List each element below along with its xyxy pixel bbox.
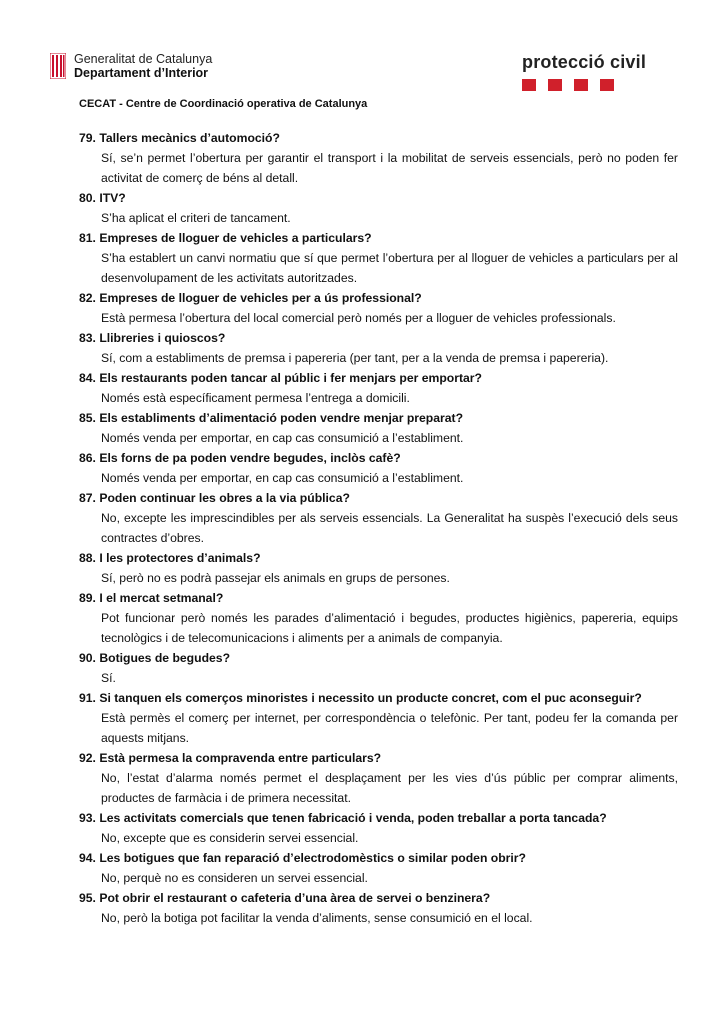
faq-answer: Només venda per emportar, en cap cas consumició a l’establiment. bbox=[101, 431, 464, 445]
generalitat-name: Generalitat de Catalunya bbox=[74, 52, 213, 66]
faq-question: 88. I les protectores d’animals? bbox=[79, 551, 261, 565]
proteccio-civil-squares bbox=[522, 79, 672, 91]
faq-question: 90. Botigues de begudes? bbox=[79, 651, 231, 665]
faq-answer: Sí, però no es podrà passejar els animals en grups de persones. bbox=[101, 571, 450, 585]
faq-answer: Està permesa l’obertura del local comercial però només per a lloguer de vehicles professionals. bbox=[101, 311, 616, 325]
faq-item bbox=[0, 448, 722, 488]
faq-answer: Està permès el comerç per internet, per correspondència o telefònic. Per tant, podeu fer la comanda per aquests mitjans. bbox=[101, 711, 678, 745]
faq-question: 91. Si tanquen els comerços minoristes i necessito un producte concret, com el puc aconseguir? bbox=[79, 691, 642, 705]
department-name: Departament d’Interior bbox=[74, 66, 209, 80]
faq-question: 93. Les activitats comercials que tenen fabricació i venda, poden treballar a porta tancada? bbox=[79, 811, 607, 825]
faq-answer: Només està específicament permesa l’entrega a domicili. bbox=[101, 391, 410, 405]
faq-question: 79. Tallers mecànics d’automoció? bbox=[79, 131, 280, 145]
red-square-icon bbox=[548, 79, 562, 91]
faq-answer: No, l’estat d’alarma només permet el desplaçament per les vies d’ús públic per comprar aliments, productes de farmàcia i de primera necessitat. bbox=[101, 771, 678, 805]
red-square-icon bbox=[574, 79, 588, 91]
catalan-flag-emblem-icon bbox=[50, 53, 66, 79]
faq-item bbox=[0, 188, 722, 228]
faq-question: 92. Està permesa la compravenda entre particulars? bbox=[79, 751, 382, 765]
generalitat-text bbox=[74, 52, 212, 80]
faq-item bbox=[0, 588, 722, 648]
faq-question: 84. Els restaurants poden tancar al públic i fer menjars per emportar? bbox=[79, 371, 482, 385]
faq-answer: No, excepte les imprescindibles per als serveis essencials. La Generalitat ha suspès l’execució dels seus contractes d’obres. bbox=[101, 511, 678, 545]
faq-question: 86. Els forns de pa poden vendre begudes, inclòs cafè? bbox=[79, 451, 401, 465]
faq-question: 95. Pot obrir el restaurant o cafeteria d’una àrea de servei o benzinera? bbox=[79, 891, 491, 905]
faq-item bbox=[0, 328, 722, 368]
faq-answer: No, excepte que es considerin servei essencial. bbox=[101, 831, 359, 845]
faq-answer: S’ha aplicat el criteri de tancament. bbox=[101, 211, 291, 225]
faq-list bbox=[0, 128, 722, 928]
faq-answer: Només venda per emportar, en cap cas consumició a l’establiment. bbox=[101, 471, 464, 485]
proteccio-civil-logo bbox=[522, 52, 672, 91]
faq-question: 87. Poden continuar les obres a la via pública? bbox=[79, 491, 350, 505]
faq-answer: Sí, com a establiments de premsa i papereria (per tant, per a la venda de premsa i papereria). bbox=[101, 351, 609, 365]
faq-question: 83. Llibreries i quioscos? bbox=[79, 331, 226, 345]
red-square-icon bbox=[522, 79, 536, 91]
faq-item bbox=[0, 288, 722, 328]
faq-item bbox=[0, 808, 722, 848]
faq-answer: No, perquè no es consideren un servei essencial. bbox=[101, 871, 368, 885]
faq-question: 80. ITV? bbox=[79, 191, 126, 205]
faq-question: 82. Empreses de lloguer de vehicles per a ús professional? bbox=[79, 291, 422, 305]
faq-item bbox=[0, 368, 722, 408]
faq-item bbox=[0, 648, 722, 688]
faq-item bbox=[0, 848, 722, 888]
proteccio-civil-title: protecció civil bbox=[522, 52, 647, 72]
faq-answer: S’ha establert un canvi normatiu que sí que permet l’obertura per al lloguer de vehicles a particulars per al desenvolupament de les activitats autoritzades. bbox=[101, 251, 678, 285]
faq-answer: Pot funcionar però només les parades d’alimentació i begudes, productes higiènics, papereria, equips tecnològics i de telecomunicacions i aliments per a animals de companyia. bbox=[101, 611, 678, 645]
faq-item bbox=[0, 128, 722, 188]
faq-answer: Sí. bbox=[101, 671, 116, 685]
faq-question: 89. I el mercat setmanal? bbox=[79, 591, 224, 605]
faq-answer: No, però la botiga pot facilitar la venda d’aliments, sense consumició en el local. bbox=[101, 911, 533, 925]
faq-question: 85. Els establiments d’alimentació poden vendre menjar preparat? bbox=[79, 411, 464, 425]
faq-question: 81. Empreses de lloguer de vehicles a particulars? bbox=[79, 231, 372, 245]
faq-item bbox=[0, 228, 722, 288]
faq-item bbox=[0, 488, 722, 548]
red-square-icon bbox=[600, 79, 614, 91]
faq-item bbox=[0, 408, 722, 448]
faq-item bbox=[0, 888, 722, 928]
generalitat-logo bbox=[50, 52, 212, 80]
page-header bbox=[0, 0, 722, 120]
faq-item bbox=[0, 548, 722, 588]
organization-line: CECAT - Centre de Coordinació operativa de Catalunya bbox=[79, 98, 368, 110]
faq-answer: Sí, se’n permet l’obertura per garantir el transport i la mobilitat de serveis essencials, però no poden fer activitat de comerç de béns al detall. bbox=[101, 151, 678, 185]
faq-item bbox=[0, 688, 722, 748]
faq-question: 94. Les botigues que fan reparació d’electrodomèstics o similar poden obrir? bbox=[79, 851, 526, 865]
faq-item bbox=[0, 748, 722, 808]
